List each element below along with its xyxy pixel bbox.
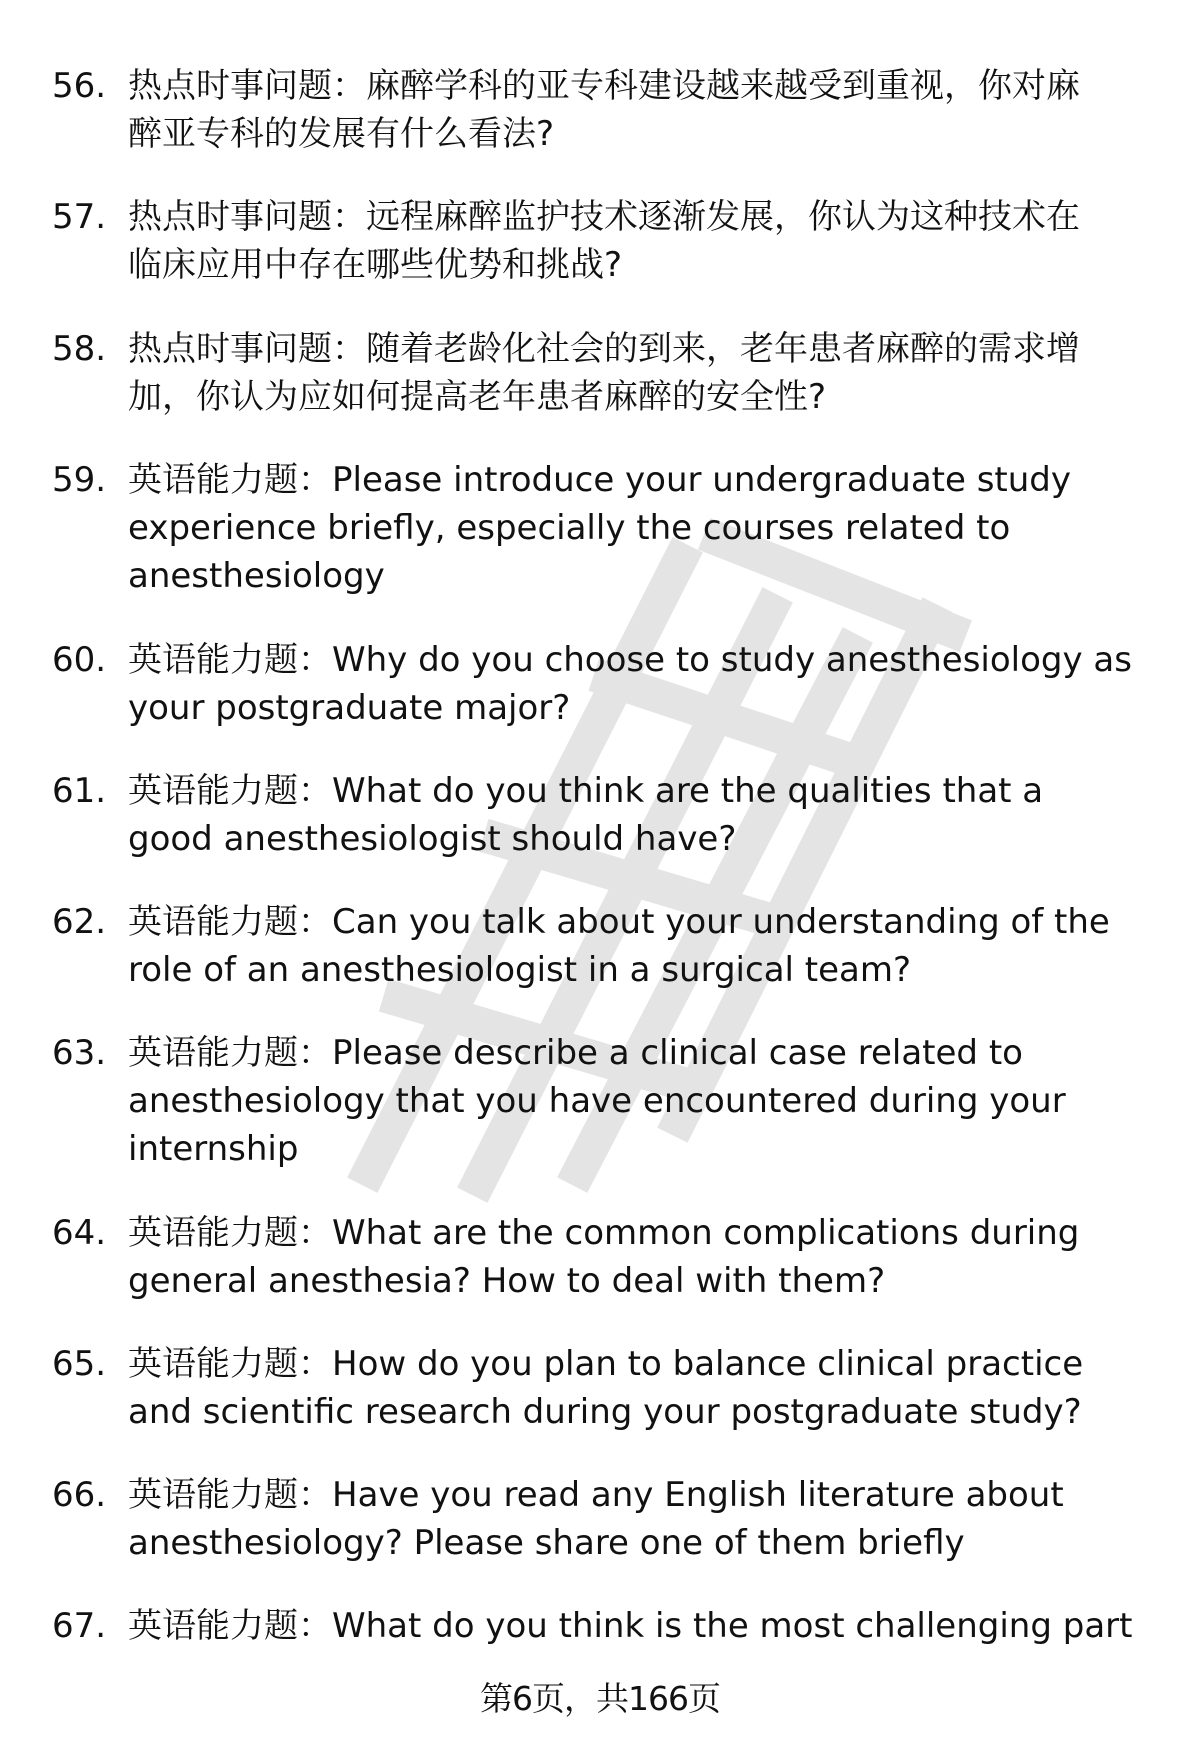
- question-number: 59.: [52, 460, 107, 500]
- question-text: [128, 325, 1173, 421]
- question-text: [128, 767, 1173, 863]
- question-line: 英语能力题：What do you think is the most challenging part: [128, 1606, 1133, 1646]
- question-line: experience briefly, especially the courses related to: [128, 508, 1011, 548]
- question-text: [128, 1471, 1173, 1567]
- question-number: 66.: [52, 1475, 107, 1515]
- question-text: [128, 456, 1173, 600]
- question-line: 加，你认为应如何提高老年患者麻醉的安全性?: [128, 377, 827, 417]
- question-number: 67.: [52, 1606, 107, 1646]
- question-number: 64.: [52, 1213, 107, 1253]
- question-line: 英语能力题：Can you talk about your understanding of the: [128, 902, 1110, 942]
- question-line: your postgraduate major?: [128, 688, 571, 728]
- question-text: [128, 62, 1173, 158]
- question-text: [128, 636, 1173, 732]
- question-text: [128, 1340, 1173, 1436]
- question-line: anesthesiology that you have encountered during your: [128, 1081, 1066, 1121]
- question-line: 英语能力题：Please introduce your undergraduate study: [128, 460, 1072, 500]
- question-number: 61.: [52, 771, 107, 811]
- question-line: 英语能力题：What do you think are the qualities that a: [128, 771, 1044, 811]
- question-number: 58.: [52, 329, 107, 369]
- question-line: 英语能力题：What are the common complications during: [128, 1213, 1080, 1253]
- question-number: 56.: [52, 66, 107, 106]
- question-number: 65.: [52, 1344, 107, 1384]
- question-line: 热点时事问题：麻醉学科的亚专科建设越来越受到重视，你对麻: [128, 66, 1080, 106]
- question-number: 60.: [52, 640, 107, 680]
- question-line: 英语能力题：Have you read any English literature about: [128, 1475, 1064, 1515]
- question-text: [128, 193, 1173, 289]
- question-line: general anesthesia? How to deal with them?: [128, 1261, 886, 1301]
- question-line: 临床应用中存在哪些优势和挑战?: [128, 245, 623, 285]
- question-line: 热点时事问题：随着老龄化社会的到来，老年患者麻醉的需求增: [128, 329, 1080, 369]
- question-text: [128, 1029, 1173, 1173]
- question-line: 英语能力题：How do you plan to balance clinical practice: [128, 1344, 1084, 1384]
- question-line: internship: [128, 1129, 299, 1169]
- question-line: and scientific research during your postgraduate study?: [128, 1392, 1082, 1432]
- question-line: 热点时事问题：远程麻醉监护技术逐渐发展，你认为这种技术在: [128, 197, 1080, 237]
- question-line: anesthesiology? Please share one of them briefly: [128, 1523, 965, 1563]
- question-line: good anesthesiologist should have?: [128, 819, 737, 859]
- question-line: 英语能力题：Please describe a clinical case related to: [128, 1033, 1023, 1073]
- question-number: 63.: [52, 1033, 107, 1073]
- question-line: 醉亚专科的发展有什么看法?: [128, 114, 555, 154]
- question-line: 英语能力题：Why do you choose to study anesthesiology as: [128, 640, 1132, 680]
- question-text: [128, 898, 1173, 994]
- question-line: anesthesiology: [128, 556, 385, 596]
- question-number: 62.: [52, 902, 107, 942]
- question-number: 57.: [52, 197, 107, 237]
- page-number-footer: 第6页，共166页: [480, 1679, 720, 1718]
- question-line: role of an anesthesiologist in a surgical team?: [128, 950, 912, 990]
- question-text: [128, 1209, 1173, 1305]
- question-text: [128, 1602, 1173, 1650]
